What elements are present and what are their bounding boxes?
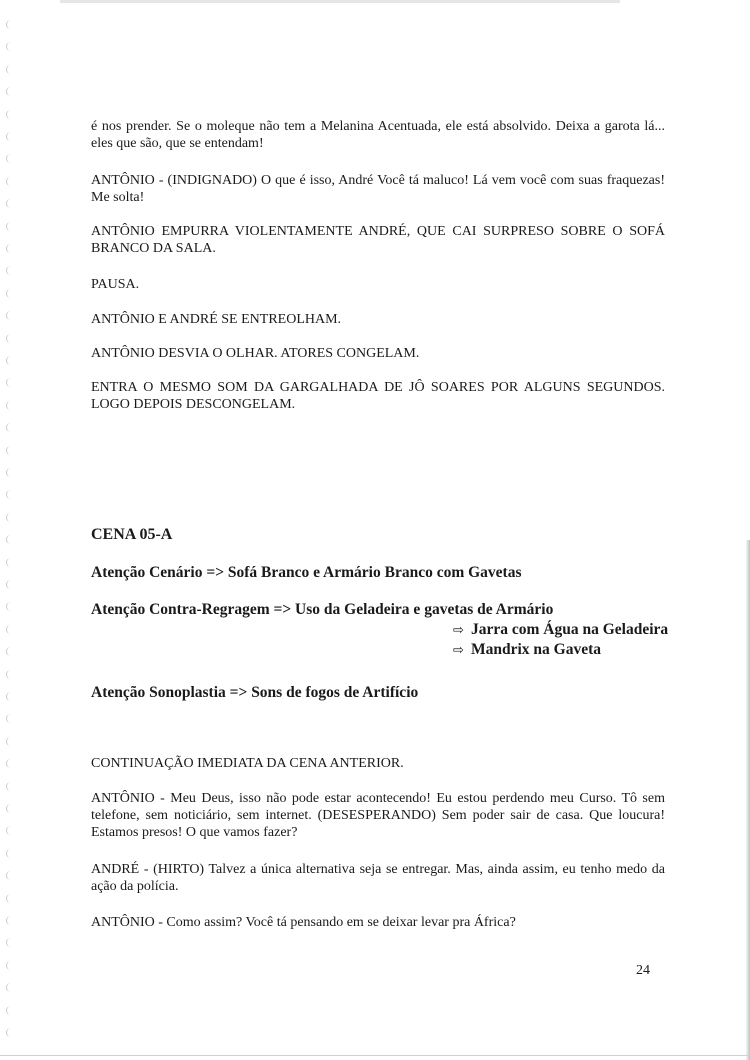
binding-mark — [6, 42, 13, 51]
arrow-right-icon: ⇨ — [453, 643, 464, 658]
binding-mark — [6, 1028, 13, 1037]
binding-mark — [6, 916, 13, 925]
binding-mark — [6, 961, 13, 970]
binding-mark — [6, 266, 13, 275]
paragraph-antonio-indignado: ANTÔNIO - (INDIGNADO) O que é isso, André Você tá maluco! Lá vem você com suas fraquezas! Me solta! — [91, 173, 665, 205]
binding-mark — [6, 625, 13, 634]
binding-mark — [6, 65, 13, 74]
binding-mark — [6, 401, 13, 410]
binding-mark — [6, 535, 13, 544]
binding-mark — [6, 468, 13, 477]
binding-mark — [6, 938, 13, 947]
scan-bottom-edge — [0, 1055, 750, 1056]
scene-title: CENA 05-A — [91, 526, 173, 543]
binding-mark — [6, 737, 13, 746]
binding-mark — [6, 490, 13, 499]
stage-direction-entreolham: ANTÔNIO E ANDRÉ SE ENTREOLHAM. — [91, 312, 342, 327]
scan-binding-marks — [4, 20, 18, 1050]
binding-mark — [6, 334, 13, 343]
binding-mark — [6, 759, 13, 768]
binding-mark — [6, 983, 13, 992]
binding-mark — [6, 132, 13, 141]
scan-top-edge — [60, 0, 620, 3]
binding-mark — [6, 154, 13, 163]
scan-right-edge — [746, 540, 750, 1060]
binding-mark — [6, 20, 13, 29]
binding-mark — [6, 849, 13, 858]
binding-mark — [6, 714, 13, 723]
binding-mark — [6, 826, 13, 835]
binding-mark — [6, 1006, 13, 1015]
prop-item-mandrix: ⇨ Mandrix na Gaveta — [453, 641, 602, 658]
page-number: 24 — [636, 963, 650, 978]
binding-mark — [6, 177, 13, 186]
paragraph-antonio-africa: ANTÔNIO - Como assim? Você tá pensando em se deixar levar pra África? — [91, 915, 516, 930]
binding-mark — [6, 110, 13, 119]
binding-mark — [6, 692, 13, 701]
binding-mark — [6, 199, 13, 208]
binding-mark — [6, 289, 13, 298]
binding-mark — [6, 602, 13, 611]
binding-mark — [6, 782, 13, 791]
binding-mark — [6, 871, 13, 880]
binding-mark — [6, 513, 13, 522]
stage-direction-empurra: ANTÔNIO EMPURRA VIOLENTAMENTE ANDRÉ, QUE CAI SURPRESO SOBRE O SOFÁ BRANCO DA SALA. — [91, 224, 665, 256]
binding-mark — [6, 580, 13, 589]
binding-mark — [6, 647, 13, 656]
binding-mark — [6, 558, 13, 567]
scene-heading — [91, 525, 665, 544]
binding-mark — [6, 311, 13, 320]
paragraph-antonio-meu-deus: ANTÔNIO - Meu Deus, isso não pode estar acontecendo! Eu estou perdendo meu Curso. Tô sem telefone, sem noticiário, sem internet. (DESESPERANDO) Sem poder sair de casa. Que loucura! Estamos presos! O que vamos fazer? — [91, 791, 665, 840]
binding-mark — [6, 222, 13, 231]
binding-mark — [6, 423, 13, 432]
note-sonoplastia: Atenção Sonoplastia => Sons de fogos de Artifício — [91, 684, 419, 701]
binding-mark — [6, 670, 13, 679]
paragraph-continuation: é nos prender. Se o moleque não tem a Melanina Acentuada, ele está absolvido. Deixa a garota lá... eles que são, que se entendam! — [91, 119, 665, 151]
stage-direction-gargalhada: ENTRA O MESMO SOM DA GARGALHADA DE JÔ SOARES POR ALGUNS SEGUNDOS. LOGO DEPOIS DESCONGELAM. — [91, 380, 665, 412]
binding-mark — [6, 244, 13, 253]
stage-direction-congelam: ANTÔNIO DESVIA O OLHAR. ATORES CONGELAM. — [91, 346, 420, 361]
binding-mark — [6, 87, 13, 96]
stage-direction-continuacao: CONTINUAÇÃO IMEDIATA DA CENA ANTERIOR. — [91, 756, 404, 771]
paragraph-andre-hirto: ANDRÉ - (HIRTO) Talvez a única alternativa seja se entregar. Mas, ainda assim, eu tenho medo da ação da polícia. — [91, 862, 665, 894]
stage-direction-pausa: PAUSA. — [91, 277, 140, 292]
binding-mark — [6, 446, 13, 455]
binding-mark — [6, 804, 13, 813]
prop-item-jarra: ⇨ Jarra com Água na Geladeira — [453, 621, 669, 638]
note-contra-regragem: Atenção Contra-Regragem => Uso da Geladeira e gavetas de Armário ⇨ Jarra com Água na Geladeira ⇨ Mandrix na Gaveta — [91, 601, 669, 658]
binding-mark — [6, 894, 13, 903]
arrow-right-icon: ⇨ — [453, 623, 464, 638]
note-cenario: Atenção Cenário => Sofá Branco e Armário Branco com Gavetas — [91, 564, 522, 581]
binding-mark — [6, 378, 13, 387]
binding-mark — [6, 356, 13, 365]
